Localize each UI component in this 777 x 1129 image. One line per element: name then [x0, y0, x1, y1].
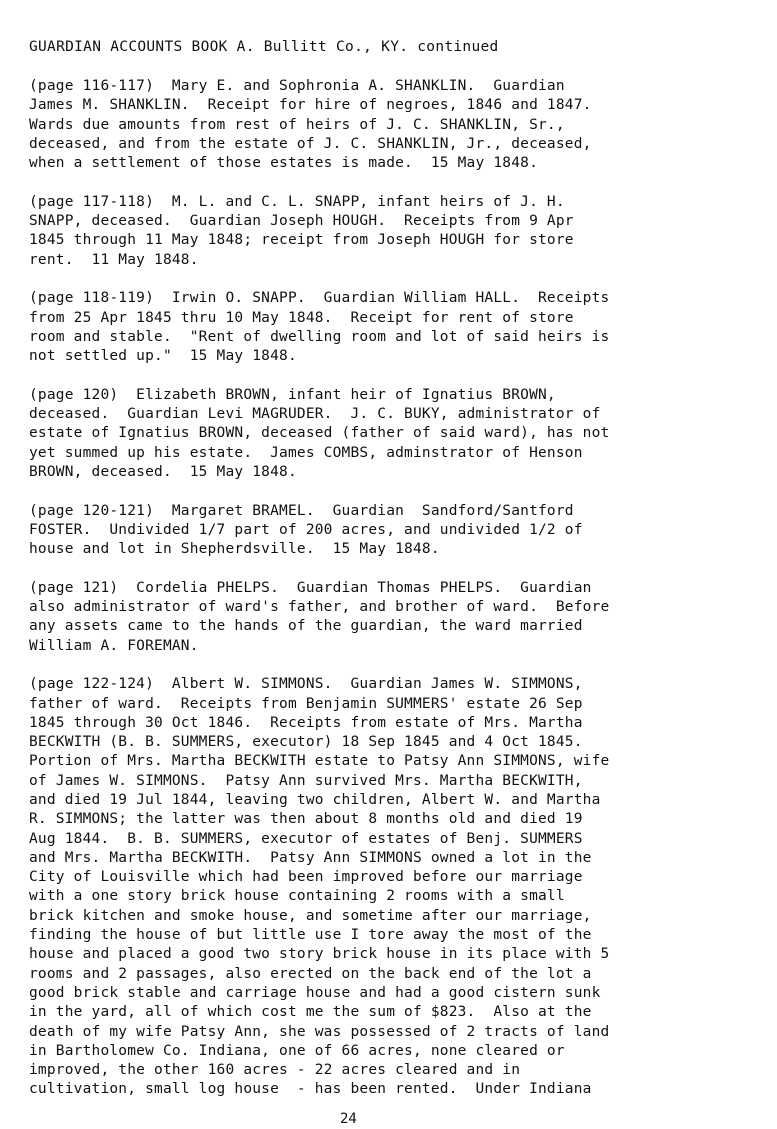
entry-line: cultivation, small log house - has been rented. Under Indiana: [29, 1081, 592, 1098]
entry-line: 1845 through 11 May 1848; receipt from Joseph HOUGH for store: [29, 232, 574, 249]
entry-line: finding the house of but little use I tore away the most of the: [29, 927, 592, 944]
entry-line: FOSTER. Undivided 1/7 part of 200 acres, and undivided 1/2 of: [29, 521, 583, 538]
entry-line: good brick stable and carriage house and had a good cistern sunk: [29, 984, 601, 1001]
entry-line: estate of Ignatius BROWN, deceased (father of said ward), has not: [29, 425, 610, 442]
entry-line: death of my wife Patsy Ann, she was possessed of 2 tracts of land: [29, 1023, 610, 1040]
entry-paragraph: [29, 675, 759, 1100]
entry-line: City of Louisville which had been improved before our marriage: [29, 869, 583, 886]
entry-line: (page 118-119) Irwin O. SNAPP. Guardian William HALL. Receipts: [29, 290, 610, 307]
entry-line: SNAPP, deceased. Guardian Joseph HOUGH. Receipts from 9 Apr: [29, 213, 574, 230]
entry-line: and died 19 Jul 1844, leaving two children, Albert W. and Martha: [29, 791, 601, 808]
entry-paragraph: [29, 289, 759, 366]
entry-line: brick kitchen and smoke house, and sometime after our marriage,: [29, 907, 592, 924]
entry-paragraph: [29, 502, 759, 560]
entry-line: room and stable. "Rent of dwelling room and lot of said heirs is: [29, 328, 610, 345]
entry-line: Portion of Mrs. Martha BECKWITH estate to Patsy Ann SIMMONS, wife: [29, 753, 610, 770]
entry-line: from 25 Apr 1845 thru 10 May 1848. Receipt for rent of store: [29, 309, 574, 326]
entry-line: father of ward. Receipts from Benjamin SUMMERS' estate 26 Sep: [29, 695, 583, 712]
entry-paragraph: [29, 193, 759, 270]
entry-line: improved, the other 160 acres - 22 acres cleared and in: [29, 1062, 521, 1079]
page-number: 24: [340, 1111, 357, 1127]
entry-line: and Mrs. Martha BECKWITH. Patsy Ann SIMMONS owned a lot in the: [29, 849, 592, 866]
entry-line: of James W. SIMMONS. Patsy Ann survived Mrs. Martha BECKWITH,: [29, 772, 583, 789]
entries-list: [29, 77, 759, 1119]
entry-line: deceased. Guardian Levi MAGRUDER. J. C. BUKY, administrator of: [29, 406, 601, 423]
entry-paragraph: [29, 386, 759, 482]
entry-line: Wards due amounts from rest of heirs of J. C. SHANKLIN, Sr.,: [29, 116, 565, 133]
entry-line: James M. SHANKLIN. Receipt for hire of negroes, 1846 and 1847.: [29, 97, 592, 114]
page-header: GUARDIAN ACCOUNTS BOOK A. Bullitt Co., KY. continued: [29, 39, 499, 55]
entry-line: when a settlement of those estates is made. 15 May 1848.: [29, 155, 538, 172]
entry-line: any assets came to the hands of the guardian, the ward married: [29, 618, 583, 635]
entry-line: in the yard, all of which cost me the sum of $823. Also at the: [29, 1004, 592, 1021]
entry-line: William A. FOREMAN.: [29, 637, 199, 654]
entry-line: (page 117-118) M. L. and C. L. SNAPP, infant heirs of J. H.: [29, 193, 565, 210]
entry-line: deceased, and from the estate of J. C. SHANKLIN, Jr., deceased,: [29, 135, 592, 152]
entry-line: in Bartholomew Co. Indiana, one of 66 acres, none cleared or: [29, 1042, 565, 1059]
entry-line: (page 120) Elizabeth BROWN, infant heir of Ignatius BROWN,: [29, 386, 556, 403]
entry-line: also administrator of ward's father, and brother of ward. Before: [29, 599, 610, 616]
entry-line: R. SIMMONS; the latter was then about 8 months old and died 19: [29, 811, 583, 828]
entry-paragraph: [29, 77, 759, 173]
entry-line: yet summed up his estate. James COMBS, adminstrator of Henson: [29, 444, 583, 461]
entry-line: (page 122-124) Albert W. SIMMONS. Guardian James W. SIMMONS,: [29, 676, 583, 693]
entry-line: (page 121) Cordelia PHELPS. Guardian Thomas PHELPS. Guardian: [29, 579, 592, 596]
entry-line: with a one story brick house containing 2 rooms with a small: [29, 888, 565, 905]
entry-line: not settled up." 15 May 1848.: [29, 348, 297, 365]
entry-line: (page 120-121) Margaret BRAMEL. Guardian Sandford/Santford: [29, 502, 574, 519]
entry-line: (page 116-117) Mary E. and Sophronia A. SHANKLIN. Guardian: [29, 78, 565, 94]
entry-line: rooms and 2 passages, also erected on the back end of the lot a: [29, 965, 592, 982]
entry-line: 1845 through 30 Oct 1846. Receipts from estate of Mrs. Martha: [29, 714, 583, 731]
entry-line: house and lot in Shepherdsville. 15 May 1848.: [29, 541, 440, 558]
entry-line: house and placed a good two story brick house in its place with 5: [29, 946, 610, 963]
entry-line: BECKWITH (B. B. SUMMERS, executor) 18 Sep 1845 and 4 Oct 1845.: [29, 734, 583, 751]
entry-line: BROWN, deceased. 15 May 1848.: [29, 463, 297, 480]
entry-line: rent. 11 May 1848.: [29, 251, 199, 268]
entry-paragraph: [29, 579, 759, 656]
entry-line: Aug 1844. B. B. SUMMERS, executor of estates of Benj. SUMMERS: [29, 830, 583, 847]
